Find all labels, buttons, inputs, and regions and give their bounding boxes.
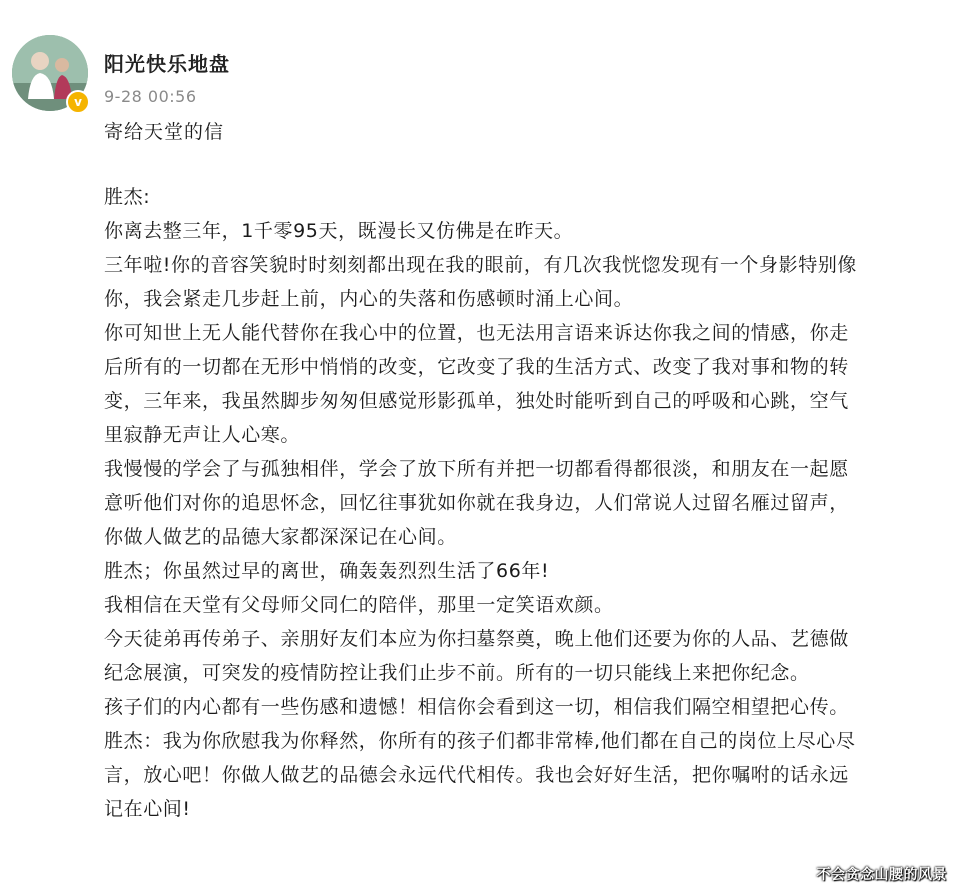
post-timestamp: 9-28 00:56 bbox=[104, 87, 197, 106]
post-paragraph: 三年啦!你的音容笑貌时时刻刻都出现在我的眼前，有几次我恍惚发现有一个身影特别像 你，我会紧走几步赶上前，内心的失落和伤感顿时涌上心间。 bbox=[104, 254, 858, 310]
post-paragraph: 孩子们的内心都有一些伤感和遗憾！相信你会看到这一切，相信我们隔空相望把心传。 bbox=[104, 696, 849, 718]
watermark: 不会贪念山腰的风景 bbox=[816, 867, 947, 883]
post-paragraph: 我慢慢的学会了与孤独相伴，学会了放下所有并把一切都看得都很淡，和朋友在一起愿 意听他们对你的追思怀念，回忆往事犹如你就在我身边，人们常说人过留名雁过留声， 你做人做艺的品德大家都深深记在心间。 bbox=[104, 458, 849, 548]
post-paragraph: 你离去整三年，1千零95天，既漫长又仿佛是在昨天。 bbox=[104, 220, 574, 242]
post-paragraph: 我相信在天堂有父母师父同仁的陪伴，那里一定笑语欢颜。 bbox=[104, 594, 614, 616]
post-paragraph: 胜杰：我为你欣慰我为你释然，你所有的孩子们都非常棒,他们都在自己的岗位上尽心尽 言，放心吧！你做人做艺的品德会永远代代相传。我也会好好生活，把你嘱咐的话永远 记在心间! bbox=[104, 730, 856, 820]
verified-badge-icon: v bbox=[66, 90, 90, 114]
post-paragraph: 胜杰: bbox=[104, 186, 151, 208]
author-name[interactable]: 阳光快乐地盘 bbox=[104, 52, 230, 76]
post-body bbox=[104, 180, 924, 826]
post-title: 寄给天堂的信 bbox=[104, 121, 225, 143]
post-paragraph: 你可知世上无人能代替你在我心中的位置，也无法用言语来诉达你我之间的情感，你走 后所有的一切都在无形中悄悄的改变，它改变了我的生活方式、改变了我对事和物的转 变，三年来，我虽然脚步匆匆但感觉形影孤单，独处时能听到自己的呼吸和心跳，空气 里寂静无声让人心寒。 bbox=[104, 322, 849, 446]
post-paragraph: 今天徒弟再传弟子、亲朋好友们本应为你扫墓祭奠，晚上他们还要为你的人品、艺德做 纪念展演，可突发的疫情防控让我们止步不前。所有的一切只能线上来把你纪念。 bbox=[104, 628, 849, 684]
post-paragraph: 胜杰；你虽然过早的离世，确轰轰烈烈生活了66年! bbox=[104, 560, 550, 582]
